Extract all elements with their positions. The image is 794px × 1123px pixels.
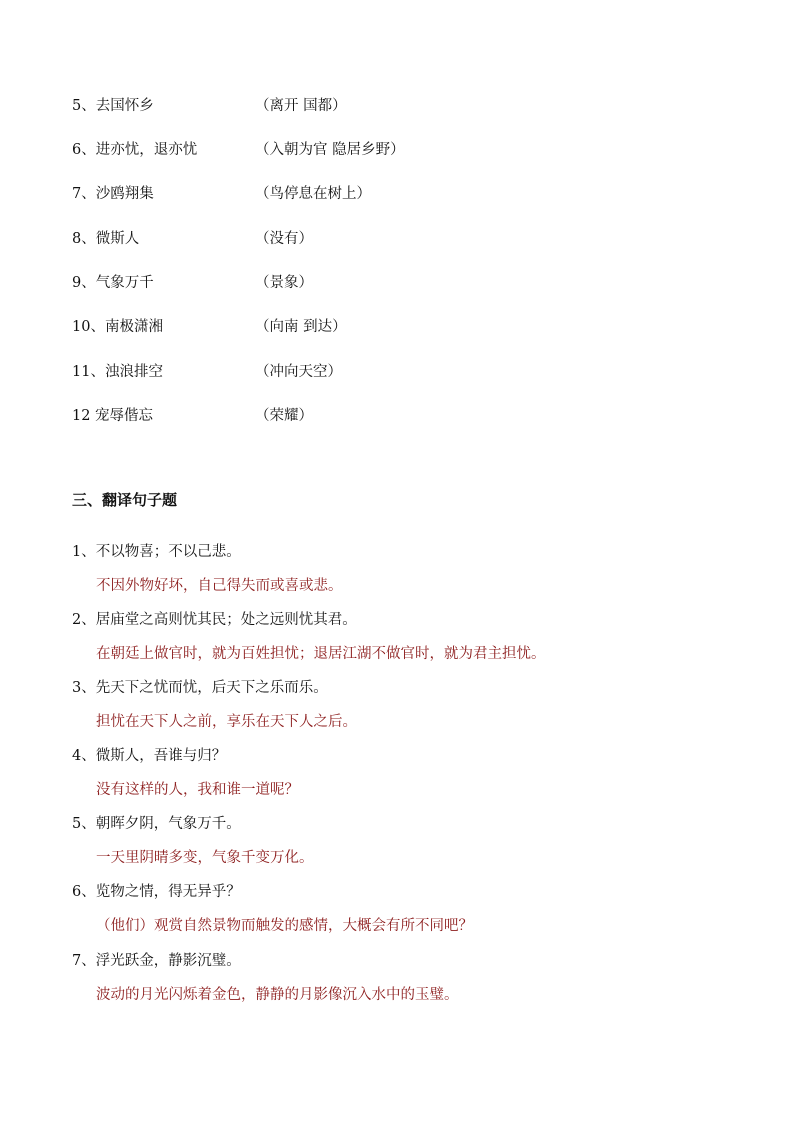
vocab-term: 5、去国怀乡 bbox=[72, 98, 154, 114]
sentence-original: 4、微斯人，吾谁与归？ bbox=[72, 748, 227, 764]
sentence-translation: 在朝廷上做官时，就为百姓担忧；退居江湖不做官时，就为君主担忧。 bbox=[96, 646, 546, 662]
vocab-definition: （向南 到达） bbox=[255, 319, 347, 335]
vocab-definition: （荣耀） bbox=[255, 408, 313, 424]
vocab-item bbox=[72, 95, 732, 117]
vocab-term: 9、气象万千 bbox=[72, 275, 154, 291]
vocab-item bbox=[72, 228, 732, 250]
vocab-item bbox=[72, 316, 732, 338]
sentence-translation: 一天里阴晴多变，气象千变万化。 bbox=[96, 850, 314, 866]
sentence-original: 2、居庙堂之高则忧其民；处之远则忧其君。 bbox=[72, 612, 357, 628]
vocab-definition: （景象） bbox=[255, 275, 313, 291]
vocab-definition: （冲向天空） bbox=[255, 364, 342, 380]
section-title: 三、翻译句子题 bbox=[72, 491, 178, 509]
sentence-translation: （他们）观赏自然景物而触发的感情，大概会有所不同吧？ bbox=[96, 918, 473, 934]
vocab-term: 10、南极潇湘 bbox=[72, 319, 163, 335]
sentence-original: 1、不以物喜；不以己悲。 bbox=[72, 544, 241, 560]
vocab-definition: （鸟停息在树上） bbox=[255, 186, 371, 202]
vocab-term: 6、进亦忧，退亦忧 bbox=[72, 142, 198, 158]
sentence-original: 3、先天下之忧而忧，后天下之乐而乐。 bbox=[72, 680, 328, 696]
vocab-definition: （离开 国都） bbox=[255, 98, 347, 114]
vocab-item bbox=[72, 405, 732, 427]
sentence-translation: 没有这样的人，我和谁一道呢？ bbox=[96, 782, 299, 798]
sentence-original: 6、览物之情，得无异乎？ bbox=[72, 884, 241, 900]
vocab-term: 7、沙鸥翔集 bbox=[72, 186, 154, 202]
sentence-translation: 担忧在天下人之前，享乐在天下人之后。 bbox=[96, 714, 357, 730]
vocab-item bbox=[72, 183, 732, 205]
vocab-definition: （入朝为官 隐居乡野） bbox=[255, 142, 405, 158]
vocab-item bbox=[72, 361, 732, 383]
sentence-translation: 不因外物好坏，自己得失而或喜或悲。 bbox=[96, 578, 343, 594]
sentence-original: 5、朝晖夕阴，气象万千。 bbox=[72, 816, 241, 832]
sentence-original: 7、浮光跃金，静影沉璧。 bbox=[72, 953, 241, 969]
vocab-item bbox=[72, 139, 732, 161]
sentence-translation: 波动的月光闪烁着金色，静静的月影像沉入水中的玉璧。 bbox=[96, 987, 459, 1003]
vocab-term: 12 宠辱偕忘 bbox=[72, 408, 154, 424]
vocab-term: 8、微斯人 bbox=[72, 231, 140, 247]
vocab-term: 11、浊浪排空 bbox=[72, 364, 163, 380]
vocab-definition: （没有） bbox=[255, 231, 313, 247]
vocab-item bbox=[72, 272, 732, 294]
